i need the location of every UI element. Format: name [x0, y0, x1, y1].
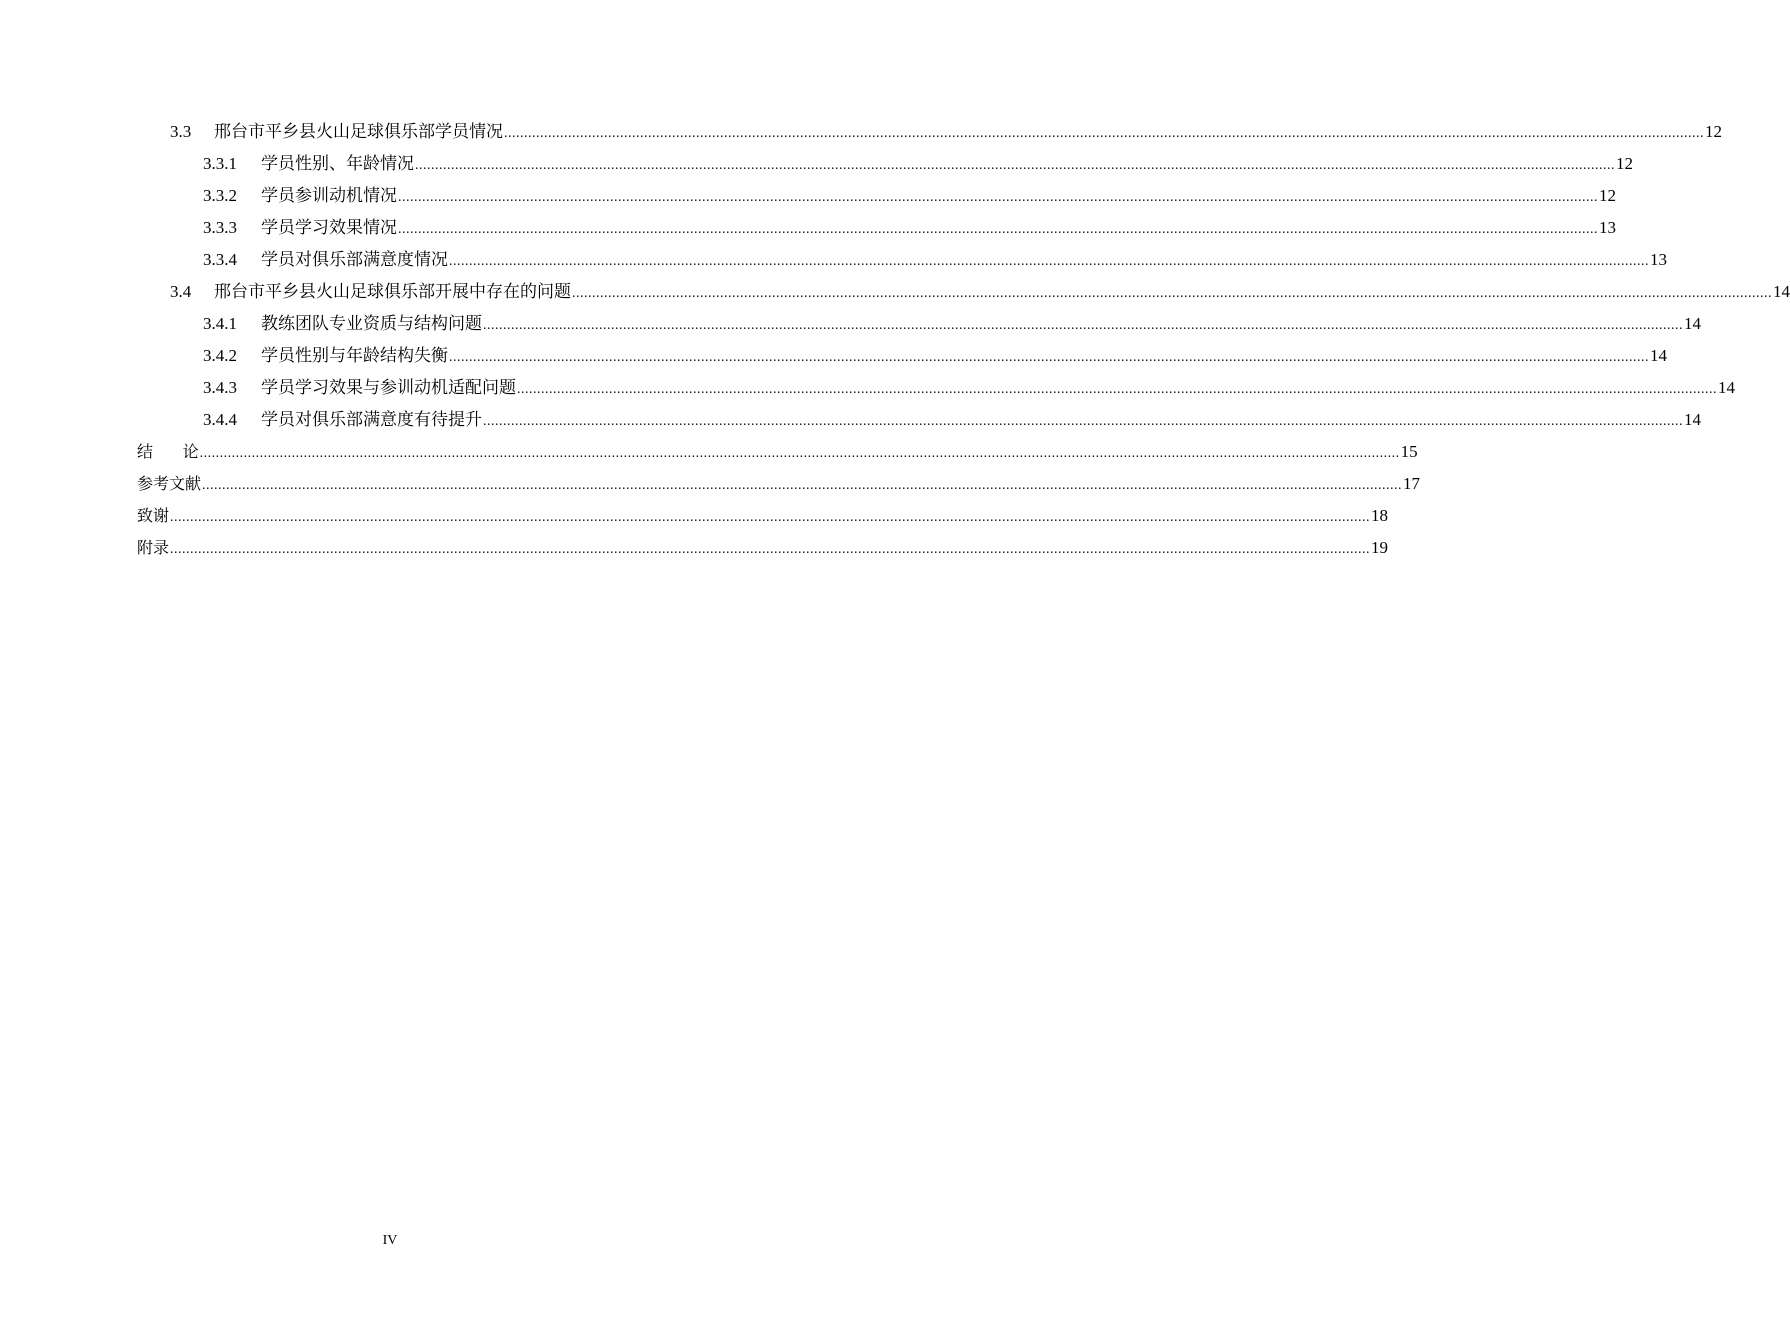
toc-dot-leader: ............................................................................................................................................................................................................................................................................................................	[398, 222, 1598, 237]
toc-entry-references[interactable]	[0, 468, 1421, 500]
toc-dot-leader: ............................................................................................................................................................................................................................................................................................................	[572, 286, 1772, 301]
toc-entry-title: 附录	[137, 538, 170, 557]
toc-dot-leader: ............................................................................................................................................................................................................................................................................................................	[483, 414, 1683, 429]
toc-entry-page: 14	[1718, 378, 1735, 397]
toc-dot-leader: ............................................................................................................................................................................................................................................................................................................	[504, 126, 1704, 141]
toc-entry-page: 14	[1650, 346, 1667, 365]
toc-entry-3-4[interactable]	[0, 276, 1790, 308]
toc-dot-leader: ............................................................................................................................................................................................................................................................................................................	[449, 350, 1649, 365]
toc-dot-leader: ............................................................................................................................................................................................................................................................................................................	[199, 446, 1400, 461]
toc-entry-title: 学员学习效果与参训动机适配问题	[261, 378, 516, 397]
toc-entry-number: 3.4	[170, 282, 192, 301]
toc-dot-leader: ............................................................................................................................................................................................................................................................................................................	[202, 478, 1403, 493]
toc-entry-3-4-2[interactable]	[0, 340, 1667, 372]
toc-entry-page: 12	[1616, 154, 1633, 173]
toc-entry-number: 3.4.2	[203, 346, 237, 365]
toc-entry-3-4-3[interactable]	[0, 372, 1735, 404]
toc-entry-page: 12	[1599, 186, 1616, 205]
toc-entry-page: 14	[1684, 410, 1701, 429]
toc-entry-3-3[interactable]	[0, 116, 1722, 148]
toc-entry-page: 18	[1371, 506, 1389, 525]
toc-entry-number: 3.3	[170, 122, 192, 141]
toc-entry-page: 14	[1684, 314, 1701, 333]
toc-entry-page: 19	[1371, 538, 1389, 557]
toc-entry-title: 结论	[137, 442, 229, 461]
toc-entry-title: 学员参训动机情况	[261, 186, 397, 205]
toc-dot-leader: ............................................................................................................................................................................................................................................................................................................	[449, 254, 1649, 269]
toc-entry-title: 邢台市平乡县火山足球俱乐部开展中存在的问题	[214, 282, 571, 301]
toc-entry-3-3-2[interactable]	[0, 180, 1616, 212]
page-footer	[0, 1233, 780, 1249]
toc-entry-3-4-4[interactable]	[0, 404, 1701, 436]
toc-dot-leader: ............................................................................................................................................................................................................................................................................................................	[483, 318, 1683, 333]
toc-entry-acknowledgements[interactable]	[0, 500, 1389, 532]
toc-entry-number: 3.3.4	[203, 250, 237, 269]
toc-entry-conclusion[interactable]	[0, 436, 1418, 468]
toc-entry-title: 学员性别与年龄结构失衡	[261, 346, 448, 365]
toc-entry-number: 3.3.1	[203, 154, 237, 173]
toc-entry-page: 14	[1773, 282, 1790, 301]
toc-dot-leader: ............................................................................................................................................................................................................................................................................................................	[170, 510, 1371, 525]
page-number: IV	[382, 1233, 398, 1248]
toc-entry-page: 15	[1400, 442, 1418, 461]
toc-entry-number: 3.3.2	[203, 186, 237, 205]
toc-entry-title: 教练团队专业资质与结构问题	[261, 314, 482, 333]
toc-entry-title: 学员对俱乐部满意度有待提升	[261, 410, 482, 429]
toc-entry-3-3-3[interactable]	[0, 212, 1616, 244]
toc-entry-title: 致谢	[137, 506, 170, 525]
toc-dot-leader: ............................................................................................................................................................................................................................................................................................................	[415, 158, 1615, 173]
toc-entry-3-4-1[interactable]	[0, 308, 1701, 340]
toc-entry-3-3-4[interactable]	[0, 244, 1667, 276]
toc-entry-number: 3.4.3	[203, 378, 237, 397]
toc-entry-3-3-1[interactable]	[0, 148, 1633, 180]
toc-entry-page: 17	[1403, 474, 1421, 493]
toc-entry-number: 3.4.4	[203, 410, 237, 429]
toc-entry-number: 3.3.3	[203, 218, 237, 237]
toc-dot-leader: ............................................................................................................................................................................................................................................................................................................	[517, 382, 1717, 397]
toc-entry-title: 学员学习效果情况	[261, 218, 397, 237]
toc-entry-page: 12	[1705, 122, 1722, 141]
toc-entry-page: 13	[1650, 250, 1667, 269]
toc-entry-page: 13	[1599, 218, 1616, 237]
table-of-contents	[0, 116, 1790, 564]
toc-entry-appendix[interactable]	[0, 532, 1389, 564]
toc-entry-title: 参考文献	[137, 474, 202, 493]
toc-dot-leader: ............................................................................................................................................................................................................................................................................................................	[398, 190, 1598, 205]
toc-entry-title: 邢台市平乡县火山足球俱乐部学员情况	[214, 122, 503, 141]
toc-entry-title: 学员对俱乐部满意度情况	[261, 250, 448, 269]
toc-dot-leader: ............................................................................................................................................................................................................................................................................................................	[170, 542, 1371, 557]
toc-entry-title: 学员性别、年龄情况	[261, 154, 414, 173]
toc-entry-number: 3.4.1	[203, 314, 237, 333]
